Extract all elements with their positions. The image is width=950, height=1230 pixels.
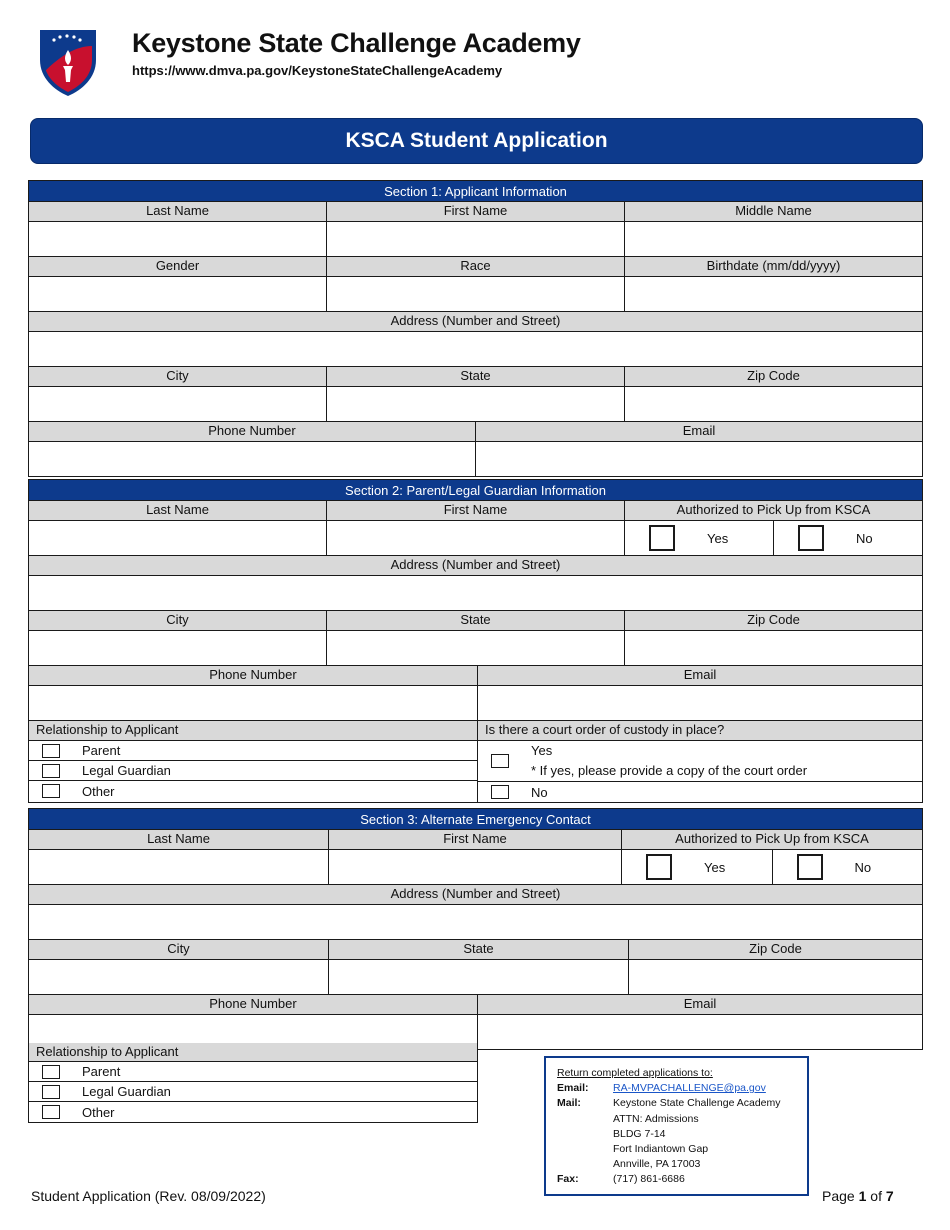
label-last-name: Last Name (29, 501, 327, 520)
applicant-birthdate-field[interactable] (625, 277, 922, 311)
contact-relationship-guardian-checkbox[interactable] (42, 1085, 60, 1099)
guardian-pickup-yes-checkbox[interactable] (649, 525, 675, 551)
org-url[interactable]: https://www.dmva.pa.gov/KeystoneStateChallengeAcademy (132, 63, 503, 78)
label-custody-question: Is there a court order of custody in place? (478, 721, 922, 740)
section-applicant-info (28, 180, 923, 477)
page-word: Page (822, 1188, 855, 1204)
contact-first-name-field[interactable] (329, 850, 622, 884)
mail-line: Annville, PA 17003 (613, 1158, 701, 1171)
label-address: Address (Number and Street) (29, 885, 922, 904)
applicant-zip-field[interactable] (625, 387, 922, 421)
label-address: Address (Number and Street) (29, 556, 922, 575)
fax-key: Fax (557, 1173, 576, 1186)
section-emergency-contact (28, 808, 923, 1050)
label-first-name: First Name (327, 202, 625, 221)
page-indicator (822, 1188, 894, 1204)
applicant-last-name-field[interactable] (29, 222, 327, 256)
pickup-yes-label: Yes (707, 530, 729, 546)
guardian-phone-field[interactable] (29, 686, 478, 720)
label-relationship: Relationship to Applicant (29, 1043, 477, 1062)
section-title: Section 1: Applicant Information (29, 181, 922, 202)
relationship-option[interactable] (29, 781, 477, 801)
applicant-gender-field[interactable] (29, 277, 327, 311)
label-middle-name: Middle Name (625, 202, 922, 221)
section-title: Section 2: Parent/Legal Guardian Information (29, 480, 922, 501)
contact-email-field[interactable] (478, 1015, 922, 1049)
label-state: State (329, 940, 629, 959)
label-phone: Phone Number (29, 666, 478, 685)
contact-pickup-yes-checkbox[interactable] (646, 854, 672, 880)
email-key: Email (557, 1082, 586, 1095)
label-email: Email (478, 666, 922, 685)
contact-pickup-no-checkbox[interactable] (797, 854, 823, 880)
relationship-option-label: Legal Guardian (82, 1084, 171, 1099)
label-city: City (29, 367, 327, 386)
label-email: Email (476, 422, 922, 441)
pickup-no-label: No (854, 859, 872, 875)
section-parent-guardian (28, 479, 923, 803)
org-title: Keystone State Challenge Academy (132, 28, 581, 58)
shield-icon (36, 26, 100, 98)
label-zip: Zip Code (625, 611, 922, 630)
label-first-name: First Name (327, 501, 625, 520)
label-phone: Phone Number (29, 995, 478, 1014)
form-title-banner (30, 118, 923, 164)
form-title: KSCA Student Application (345, 129, 608, 152)
contact-city-field[interactable] (29, 960, 329, 994)
relationship-option-label: Other (82, 1104, 115, 1120)
label-birthdate: Birthdate (mm/dd/yyyy) (625, 257, 922, 276)
label-authorized-pickup: Authorized to Pick Up from KSCA (622, 830, 922, 849)
label-gender: Gender (29, 257, 327, 276)
custody-yes-checkbox[interactable] (491, 754, 509, 768)
label-state: State (327, 367, 625, 386)
page-total: 7 (885, 1188, 894, 1204)
relationship-option[interactable] (29, 1102, 477, 1122)
label-relationship: Relationship to Applicant (29, 721, 478, 740)
custody-no-label: No (531, 784, 548, 800)
guardian-last-name-field[interactable] (29, 521, 327, 555)
custody-no-checkbox[interactable] (491, 785, 509, 799)
contact-address-field[interactable] (29, 905, 922, 939)
relationship-option-label: Parent (82, 1064, 121, 1079)
guardian-address-field[interactable] (29, 576, 922, 610)
guardian-email-field[interactable] (478, 686, 922, 720)
applicant-race-field[interactable] (327, 277, 625, 311)
form-revision: Student Application (Rev. 08/09/2022) (31, 1188, 266, 1204)
return-title: Return completed applications to: (557, 1067, 713, 1079)
label-race: Race (327, 257, 625, 276)
guardian-pickup-no-checkbox[interactable] (798, 525, 824, 551)
pickup-no-label: No (856, 530, 873, 546)
relationship-option-label: Legal Guardian (82, 763, 171, 778)
contact-relationship-other-checkbox[interactable] (42, 1105, 60, 1119)
applicant-middle-name-field[interactable] (625, 222, 922, 256)
label-email: Email (478, 995, 922, 1014)
custody-note: * If yes, please provide a copy of the court order (531, 763, 808, 778)
label-city: City (29, 940, 329, 959)
relationship-other-checkbox[interactable] (42, 784, 60, 798)
return-email-link[interactable]: RA-MVPACHALLENGE@pa.gov (613, 1082, 766, 1095)
guardian-first-name-field[interactable] (327, 521, 625, 555)
label-first-name: First Name (329, 830, 622, 849)
label-state: State (327, 611, 625, 630)
guardian-zip-field[interactable] (625, 631, 922, 665)
page-of: of (870, 1188, 882, 1204)
contact-relationship-block (28, 1043, 478, 1123)
relationship-option[interactable] (29, 761, 477, 781)
contact-zip-field[interactable] (629, 960, 922, 994)
label-zip: Zip Code (629, 940, 922, 959)
relationship-option-label: Parent (82, 743, 121, 758)
applicant-address-field[interactable] (29, 332, 922, 366)
custody-yes-label: Yes (531, 743, 553, 758)
section-title: Section 3: Alternate Emergency Contact (29, 809, 922, 830)
label-last-name: Last Name (29, 830, 329, 849)
mail-line: BLDG 7-14 (613, 1127, 666, 1140)
fax-value: (717) 861-6686 (613, 1173, 685, 1186)
relationship-option[interactable] (29, 741, 477, 761)
guardian-city-field[interactable] (29, 631, 327, 665)
contact-last-name-field[interactable] (29, 850, 329, 884)
contact-state-field[interactable] (329, 960, 629, 994)
ksca-logo (36, 26, 100, 98)
mail-key: Mail (557, 1097, 578, 1110)
mail-line: Keystone State Challenge Academy (613, 1097, 781, 1110)
relationship-parent-checkbox[interactable] (42, 744, 60, 758)
mail-line: Fort Indiantown Gap (613, 1143, 709, 1156)
page-current: 1 (858, 1188, 867, 1204)
applicant-city-field[interactable] (29, 387, 327, 421)
relationship-guardian-checkbox[interactable] (42, 764, 60, 778)
label-last-name: Last Name (29, 202, 327, 221)
label-phone: Phone Number (29, 422, 476, 441)
label-zip: Zip Code (625, 367, 922, 386)
applicant-email-field[interactable] (476, 442, 922, 476)
contact-relationship-parent-checkbox[interactable] (42, 1065, 60, 1079)
relationship-option[interactable] (29, 1082, 477, 1102)
applicant-phone-field[interactable] (29, 442, 476, 476)
label-city: City (29, 611, 327, 630)
relationship-option[interactable] (29, 1062, 477, 1082)
pickup-yes-label: Yes (704, 859, 726, 875)
mail-line: ATTN: Admissions (613, 1112, 699, 1125)
label-authorized-pickup: Authorized to Pick Up from KSCA (625, 501, 922, 520)
guardian-state-field[interactable] (327, 631, 625, 665)
relationship-option-label: Other (82, 783, 115, 799)
applicant-first-name-field[interactable] (327, 222, 625, 256)
return-instructions-box: Return completed applications to: Email: RA-MVPACHALLENGE@pa.gov Mail: Keystone State Challenge Academy ATTN: Admissions BLDG 7-14 Fort Indiantown Gap Annville, PA 17003 Fax: (717) 861-6686 (544, 1056, 809, 1196)
label-address: Address (Number and Street) (29, 312, 922, 331)
applicant-state-field[interactable] (327, 387, 625, 421)
